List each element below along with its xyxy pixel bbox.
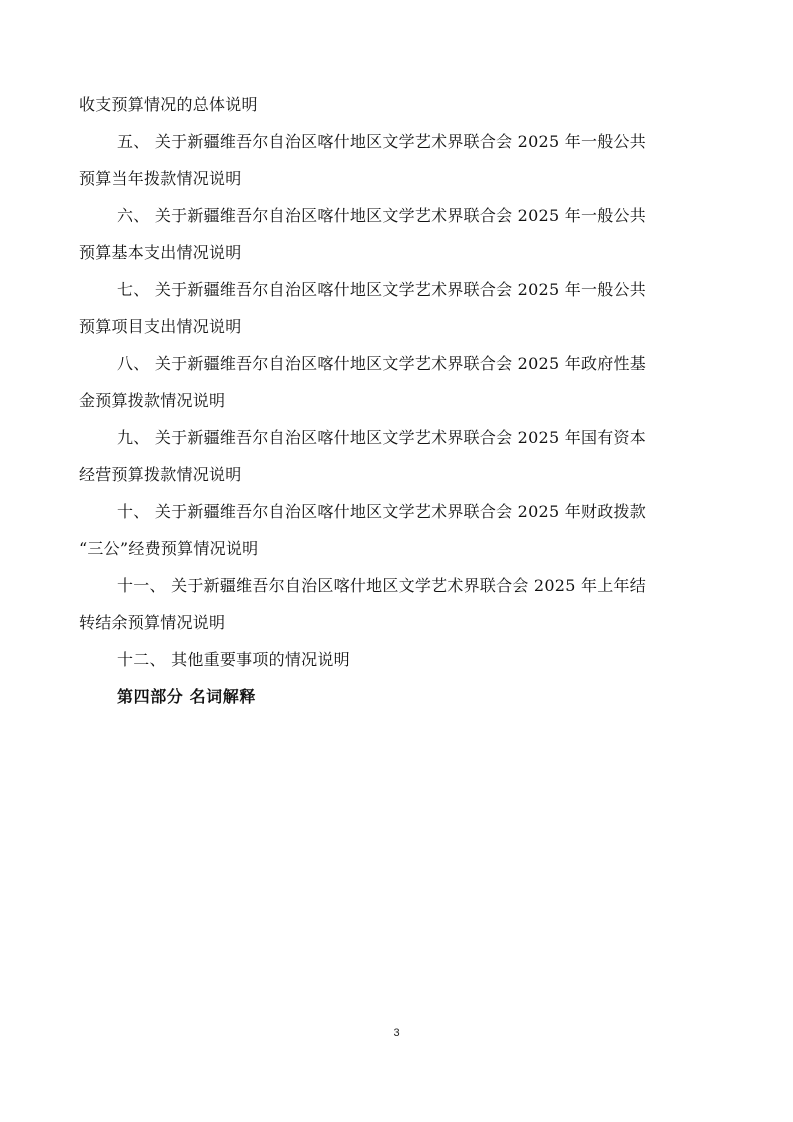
toc-item-5: 五、 关于新疆维吾尔自治区喀什地区文学艺术界联合会 2025 年一般公共 <box>117 132 646 151</box>
page-number: 3 <box>393 1027 400 1039</box>
toc-item-9: 九、 关于新疆维吾尔自治区喀什地区文学艺术界联合会 2025 年国有资本 <box>117 428 646 447</box>
toc-item-10: 十、 关于新疆维吾尔自治区喀什地区文学艺术界联合会 2025 年财政拨款 <box>117 502 646 521</box>
toc-item-12: 十二、 其他重要事项的情况说明 <box>117 650 350 669</box>
toc-item-11: 十一、 关于新疆维吾尔自治区喀什地区文学艺术界联合会 2025 年上年结 <box>117 576 646 595</box>
toc-item-5-continuation: 预算当年拨款情况说明 <box>79 169 242 188</box>
toc-item-7-continuation: 预算项目支出情况说明 <box>79 317 242 336</box>
section-heading-part-four: 第四部分 名词解释 <box>117 687 256 706</box>
toc-item-6-continuation: 预算基本支出情况说明 <box>79 243 242 262</box>
toc-item-8-continuation: 金预算拨款情况说明 <box>79 391 226 410</box>
toc-item-7: 七、 关于新疆维吾尔自治区喀什地区文学艺术界联合会 2025 年一般公共 <box>117 280 646 299</box>
toc-item-9-continuation: 经营预算拨款情况说明 <box>79 465 242 484</box>
table-of-contents <box>79 86 711 715</box>
toc-item-8: 八、 关于新疆维吾尔自治区喀什地区文学艺术界联合会 2025 年政府性基 <box>117 354 646 373</box>
toc-item-10-continuation: “三公”经费预算情况说明 <box>79 539 259 558</box>
toc-item-11-continuation: 转结余预算情况说明 <box>79 613 226 632</box>
toc-continuation-line: 收支预算情况的总体说明 <box>79 95 258 114</box>
toc-item-6: 六、 关于新疆维吾尔自治区喀什地区文学艺术界联合会 2025 年一般公共 <box>117 206 646 225</box>
